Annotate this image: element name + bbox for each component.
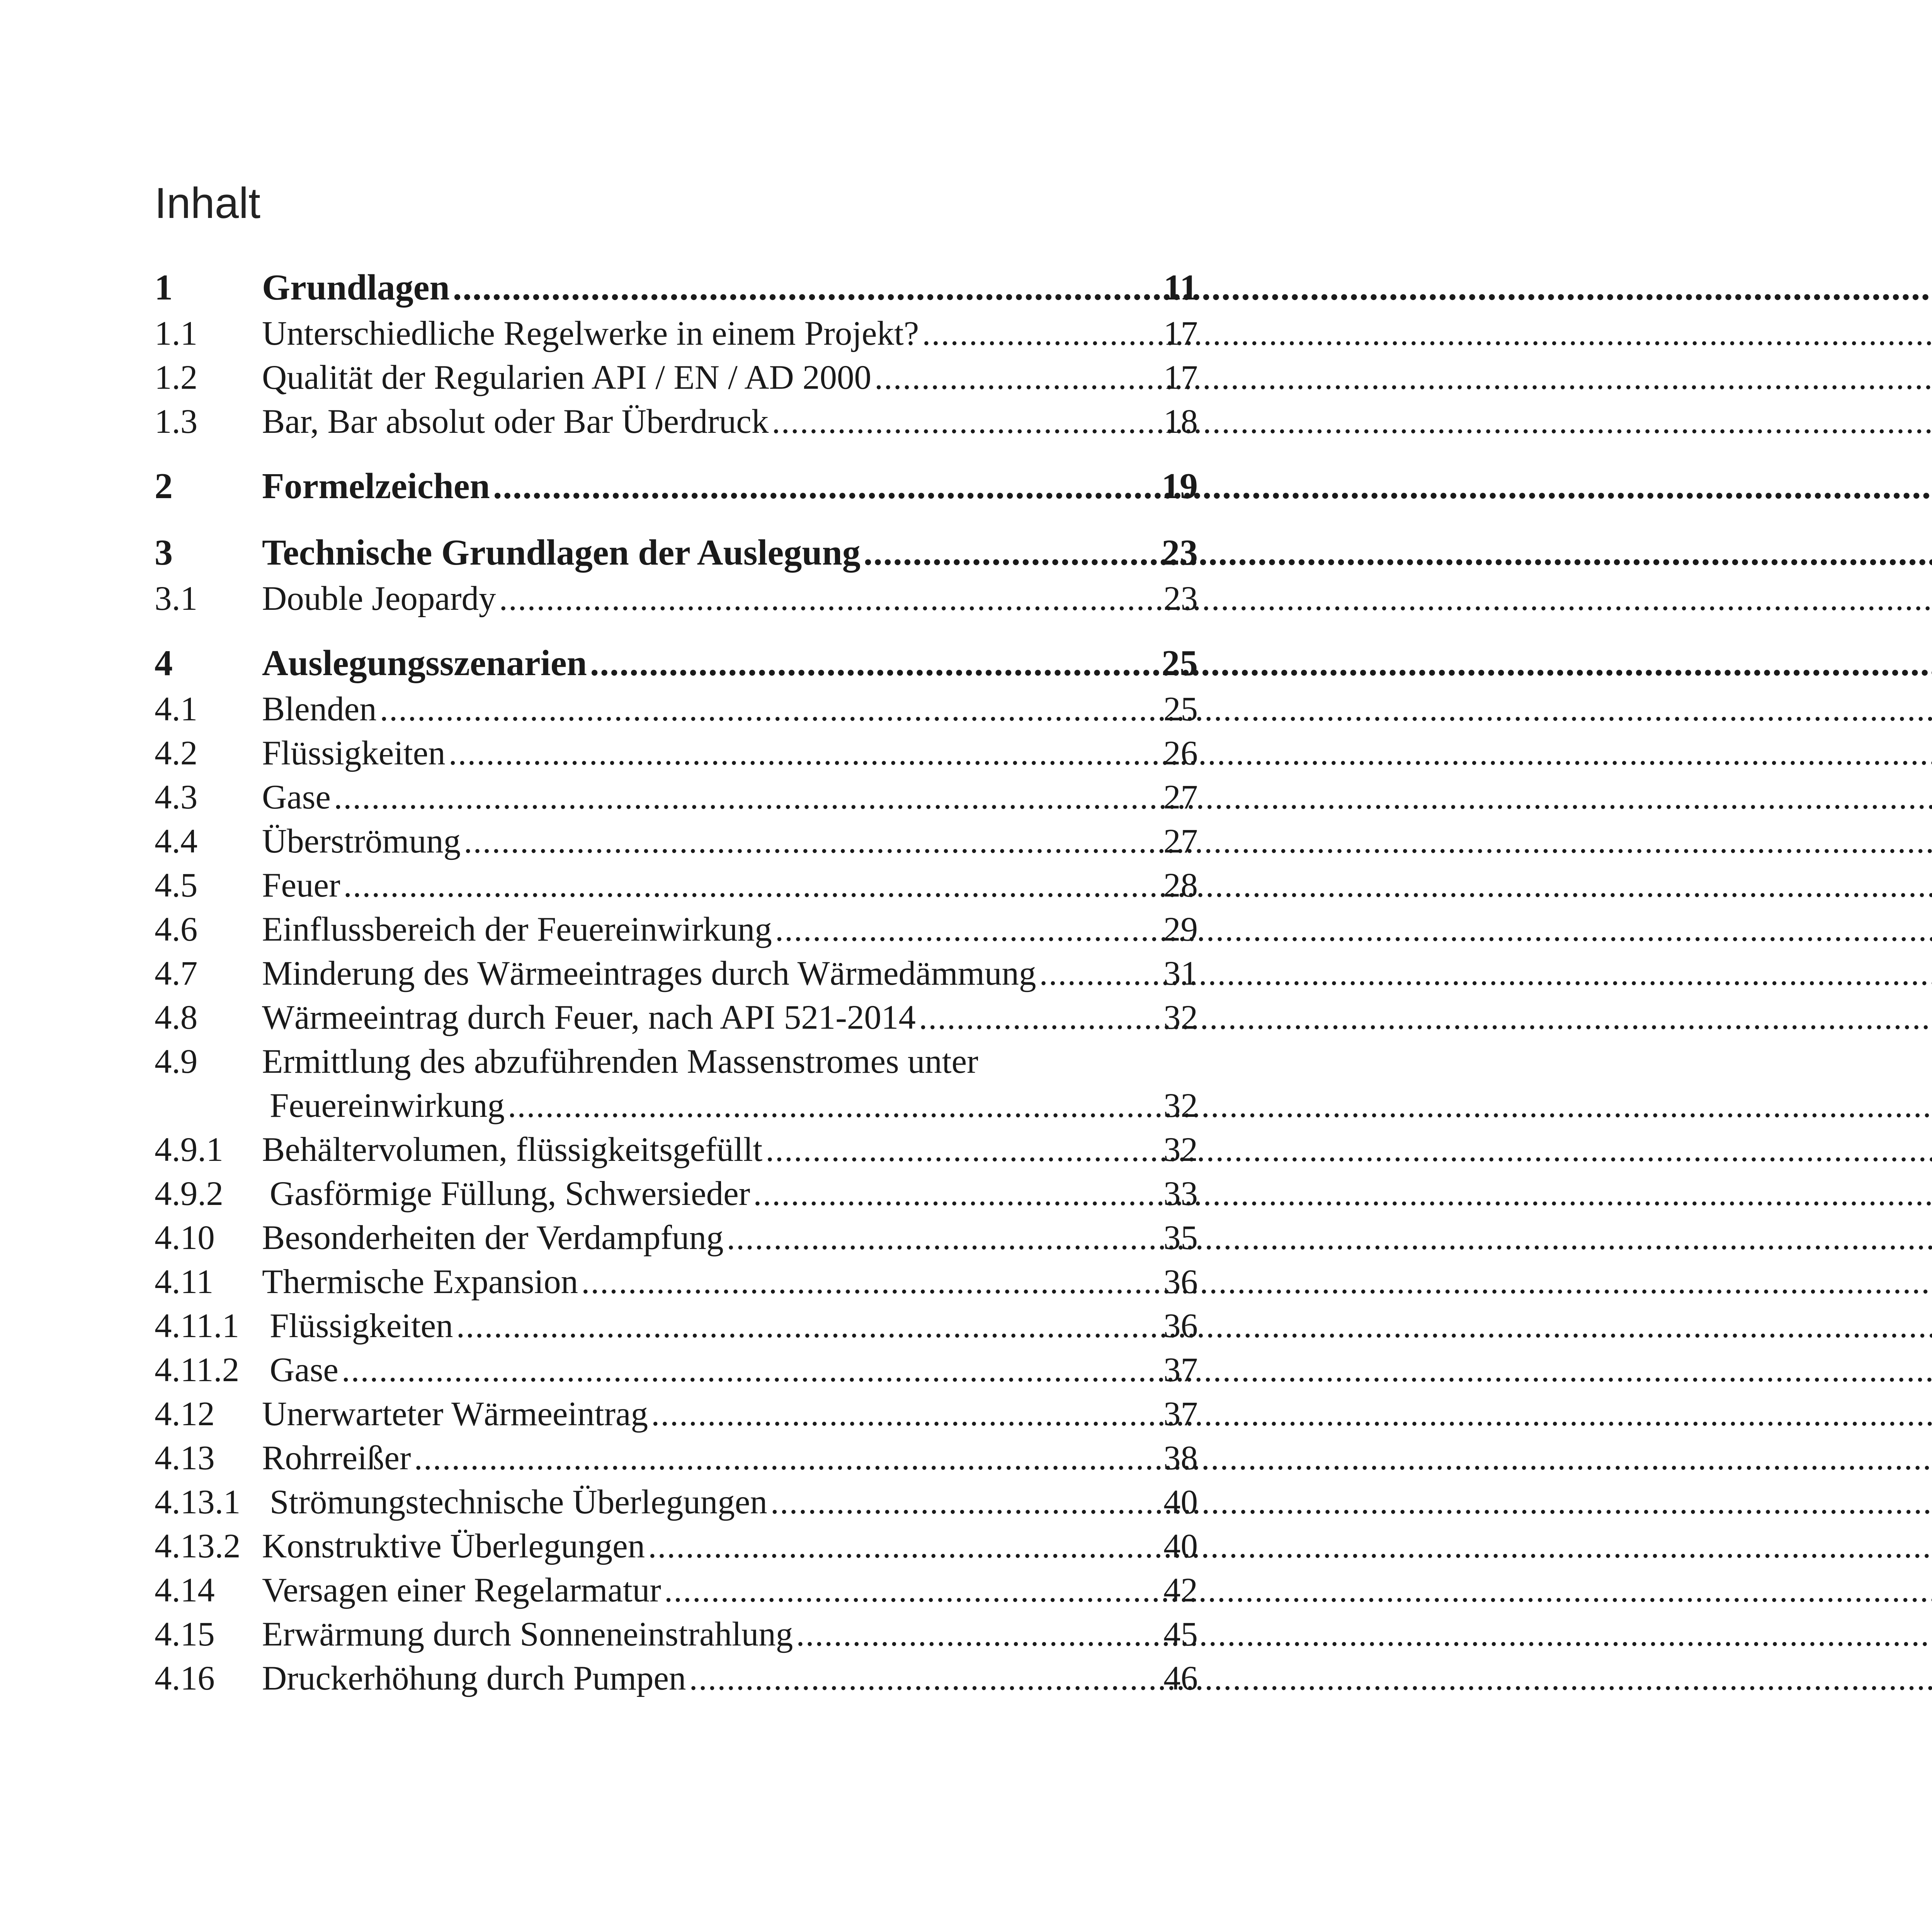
- toc-entry-page: 29: [1163, 910, 1198, 948]
- toc-entry-4-9-2[interactable]: [155, 1172, 1198, 1216]
- toc-entry-page: 11: [1163, 267, 1198, 308]
- toc-entry-number: 4.15: [155, 1615, 215, 1653]
- dot-leader: [922, 311, 1160, 356]
- toc-entry-title: Wärmeeintrag durch Feuer, nach API 521-2014: [262, 999, 916, 1036]
- toc-entry-number: 2: [155, 466, 173, 506]
- toc-entry-4-6[interactable]: [155, 907, 1198, 951]
- dot-leader: [770, 1480, 1160, 1524]
- toc-entry-title-continuation: Feuereinwirkung: [270, 1087, 505, 1125]
- toc-entry-title: Auslegungsszenarien: [262, 643, 587, 683]
- toc-entry-number: 4.13.1: [155, 1483, 241, 1521]
- toc-entry-4-3[interactable]: [155, 775, 1198, 819]
- toc-entry-number: 4.14: [155, 1571, 215, 1609]
- toc-entry-4[interactable]: [155, 639, 1198, 687]
- toc-entry-page: 23: [1163, 580, 1198, 618]
- toc-entry-title: Technische Grundlagen der Auslegung: [262, 533, 861, 573]
- toc-entry-4-11-1[interactable]: [155, 1304, 1198, 1348]
- toc-entry-number: 4.10: [155, 1219, 215, 1257]
- toc-entry-page: 25: [1163, 690, 1198, 728]
- toc-entry-number: 4.11.1: [155, 1307, 240, 1345]
- toc-entry-number: 4: [155, 643, 173, 683]
- toc-entry-page: 32: [1163, 1087, 1198, 1125]
- dot-leader: [796, 1612, 1160, 1656]
- toc-entry-title: Rohrreißer: [262, 1439, 411, 1477]
- toc-entry-title: Unterschiedliche Regelwerke in einem Projekt?: [262, 315, 919, 352]
- toc-entry-number: 3: [155, 533, 173, 573]
- toc-entry-title: Gase: [262, 778, 331, 816]
- toc-entry-4-12[interactable]: [155, 1392, 1198, 1436]
- toc-entry-title: Konstruktive Überlegungen: [262, 1527, 645, 1565]
- dot-leader: [456, 1304, 1160, 1348]
- toc-entry-number: 3.1: [155, 580, 198, 618]
- toc-entry-number: 4.16: [155, 1659, 215, 1697]
- toc-entry-number: 4.7: [155, 955, 198, 992]
- toc-entry-number: 4.9.1: [155, 1131, 223, 1169]
- toc-entry-4-16[interactable]: [155, 1656, 1198, 1700]
- toc-entry-number: 4.4: [155, 822, 198, 860]
- toc-entry-page: 23: [1162, 533, 1198, 573]
- toc-entry-number: 4.12: [155, 1395, 215, 1433]
- toc-entry-page: 26: [1163, 734, 1198, 772]
- toc-entry-title: Qualität der Regularien API / EN / AD 2000: [262, 359, 872, 396]
- dot-leader: [493, 462, 1158, 510]
- toc-entry-4-14[interactable]: [155, 1568, 1198, 1612]
- dot-leader: [727, 1216, 1160, 1260]
- dot-leader: [344, 863, 1160, 907]
- dot-leader: [651, 1392, 1160, 1436]
- toc-entry-number: 1.2: [155, 359, 198, 396]
- toc-entry-title: Thermische Expansion: [262, 1263, 578, 1301]
- toc-entry-title: Bar, Bar absolut oder Bar Überdruck: [262, 403, 769, 441]
- dot-leader: [864, 529, 1158, 577]
- toc-entry-title: Behältervolumen, flüssigkeitsgefüllt: [262, 1131, 763, 1169]
- toc-entry-page: 32: [1163, 1131, 1198, 1169]
- toc-entry-page: 33: [1163, 1175, 1198, 1213]
- dot-leader: [1039, 951, 1161, 995]
- toc-heading: Inhalt: [155, 179, 260, 227]
- toc-entry-number: 4.6: [155, 910, 198, 948]
- dot-leader: [590, 639, 1158, 687]
- toc-entry-title: Erwärmung durch Sonneneinstrahlung: [262, 1615, 793, 1653]
- toc-entry-title: Formelzeichen: [262, 466, 490, 506]
- toc-entry-title: Besonderheiten der Verdampfung: [262, 1219, 724, 1257]
- toc-entry-page: 40: [1163, 1483, 1198, 1521]
- toc-entry-page: 45: [1163, 1615, 1198, 1653]
- toc-entry-title: Druckerhöhung durch Pumpen: [262, 1659, 686, 1697]
- toc-entry-number: 4.8: [155, 999, 198, 1036]
- toc-entry-4-15[interactable]: [155, 1612, 1198, 1656]
- toc-entry-4-1[interactable]: [155, 687, 1198, 731]
- toc-entry-number: 4.11.2: [155, 1351, 240, 1389]
- toc-entry-page: 19: [1162, 466, 1198, 506]
- toc-entry-title: Flüssigkeiten: [270, 1307, 453, 1345]
- toc-entry-page: 28: [1163, 866, 1198, 904]
- dot-leader: [342, 1348, 1160, 1392]
- toc-entry-1-3[interactable]: [155, 400, 1198, 444]
- dot-leader: [765, 1128, 1160, 1172]
- toc-entry-page: 27: [1163, 778, 1198, 816]
- toc-entry-4-2[interactable]: [155, 731, 1198, 775]
- toc-entry-number: 4.9.2: [155, 1175, 223, 1213]
- toc-entry-page: 37: [1163, 1351, 1198, 1389]
- dot-leader: [464, 819, 1160, 863]
- dot-leader: [499, 577, 1160, 621]
- toc-entry-number: 4.5: [155, 866, 198, 904]
- toc-entry-3[interactable]: [155, 529, 1198, 577]
- dot-leader: [648, 1524, 1160, 1568]
- toc-entry-4-7[interactable]: [155, 951, 1198, 995]
- toc-entry-title: Blenden: [262, 690, 377, 728]
- toc-entry-page: 46: [1163, 1659, 1198, 1697]
- toc-entry-number: 1.1: [155, 315, 198, 352]
- toc-entry-title: Versagen einer Regelarmatur: [262, 1571, 661, 1609]
- toc-entry-page: 17: [1163, 359, 1198, 396]
- toc-entry-4-13-2[interactable]: [155, 1524, 1198, 1568]
- toc-entry-1-2[interactable]: [155, 356, 1198, 400]
- toc-entry-4-9-continuation[interactable]: [155, 1084, 1198, 1128]
- toc-entry-number: 4.3: [155, 778, 198, 816]
- toc-entry-4-8[interactable]: [155, 995, 1198, 1040]
- dot-leader: [775, 907, 1160, 951]
- toc-entry-4-10[interactable]: [155, 1216, 1198, 1260]
- toc-entry-4-9-1[interactable]: [155, 1128, 1198, 1172]
- toc-entry-page: 40: [1163, 1527, 1198, 1565]
- toc-entry-4-13[interactable]: [155, 1436, 1198, 1480]
- toc-entry-title: Gasförmige Füllung, Schwersieder: [270, 1175, 750, 1213]
- toc-entry-4-4[interactable]: [155, 819, 1198, 863]
- toc-entry-title: Überströmung: [262, 822, 461, 860]
- toc-entry-title: Strömungstechnische Überlegungen: [270, 1483, 767, 1521]
- toc-entry-4-9[interactable]: [155, 1040, 1198, 1084]
- dot-leader: [453, 264, 1160, 311]
- toc-entry-title: Gase: [270, 1351, 338, 1389]
- toc-entry-page: 36: [1163, 1307, 1198, 1345]
- dot-leader: [874, 356, 1160, 400]
- toc-entry-number: 1.3: [155, 403, 198, 441]
- toc-entry-number: 1: [155, 267, 173, 308]
- toc-entry-title: Flüssigkeiten: [262, 734, 446, 772]
- toc-entry-page: 27: [1163, 822, 1198, 860]
- dot-leader: [334, 775, 1160, 819]
- dot-leader: [380, 687, 1160, 731]
- toc-entry-number: 4.9: [155, 1043, 198, 1081]
- toc-page: [155, 179, 1198, 1700]
- toc-entry-2[interactable]: [155, 462, 1198, 510]
- toc-entry-title: Minderung des Wärmeeintrages durch Wärmedämmung: [262, 955, 1036, 992]
- dot-leader: [664, 1568, 1160, 1612]
- dot-leader: [753, 1172, 1160, 1216]
- toc-entry-3-1[interactable]: [155, 577, 1198, 621]
- toc-entry-number: 4.11: [155, 1263, 214, 1301]
- dot-leader: [414, 1436, 1160, 1480]
- toc-entry-title: Ermittlung des abzuführenden Massenstromes unter: [262, 1043, 978, 1081]
- dot-leader: [449, 731, 1160, 775]
- toc-entry-number: 4.1: [155, 690, 198, 728]
- toc-entry-4-5[interactable]: [155, 863, 1198, 907]
- toc-entry-4-13-1[interactable]: [155, 1480, 1198, 1524]
- toc-entry-title: Grundlagen: [262, 267, 450, 308]
- toc-entry-page: 18: [1163, 403, 1198, 441]
- toc-entry-page: 31: [1163, 955, 1198, 992]
- toc-entry-number: 4.13.2: [155, 1527, 241, 1565]
- toc-entry-page: 42: [1163, 1571, 1198, 1609]
- toc-list: [155, 264, 1198, 1700]
- toc-entry-page: 38: [1163, 1439, 1198, 1477]
- toc-entry-4-11-2[interactable]: [155, 1348, 1198, 1392]
- dot-leader: [581, 1260, 1160, 1304]
- toc-entry-title: Feuer: [262, 866, 340, 904]
- toc-entry-title: Einflussbereich der Feuereinwirkung: [262, 910, 772, 948]
- toc-entry-4-11[interactable]: [155, 1260, 1198, 1304]
- toc-entry-page: 25: [1162, 643, 1198, 683]
- toc-entry-page: 37: [1163, 1395, 1198, 1433]
- dot-leader: [919, 995, 1160, 1040]
- dot-leader: [508, 1084, 1160, 1128]
- toc-entry-1-1[interactable]: [155, 311, 1198, 356]
- dot-leader: [689, 1656, 1160, 1700]
- toc-entry-page: 35: [1163, 1219, 1198, 1257]
- toc-entry-number: 4.2: [155, 734, 198, 772]
- toc-entry-title: Double Jeopardy: [262, 580, 496, 618]
- dot-leader: [772, 400, 1160, 444]
- toc-entry-page: 36: [1163, 1263, 1198, 1301]
- toc-entry-page: 32: [1163, 999, 1198, 1036]
- toc-entry-1[interactable]: [155, 264, 1198, 311]
- toc-entry-page: 17: [1163, 315, 1198, 352]
- toc-entry-number: 4.13: [155, 1439, 215, 1477]
- toc-entry-title: Unerwarteter Wärmeeintrag: [262, 1395, 648, 1433]
